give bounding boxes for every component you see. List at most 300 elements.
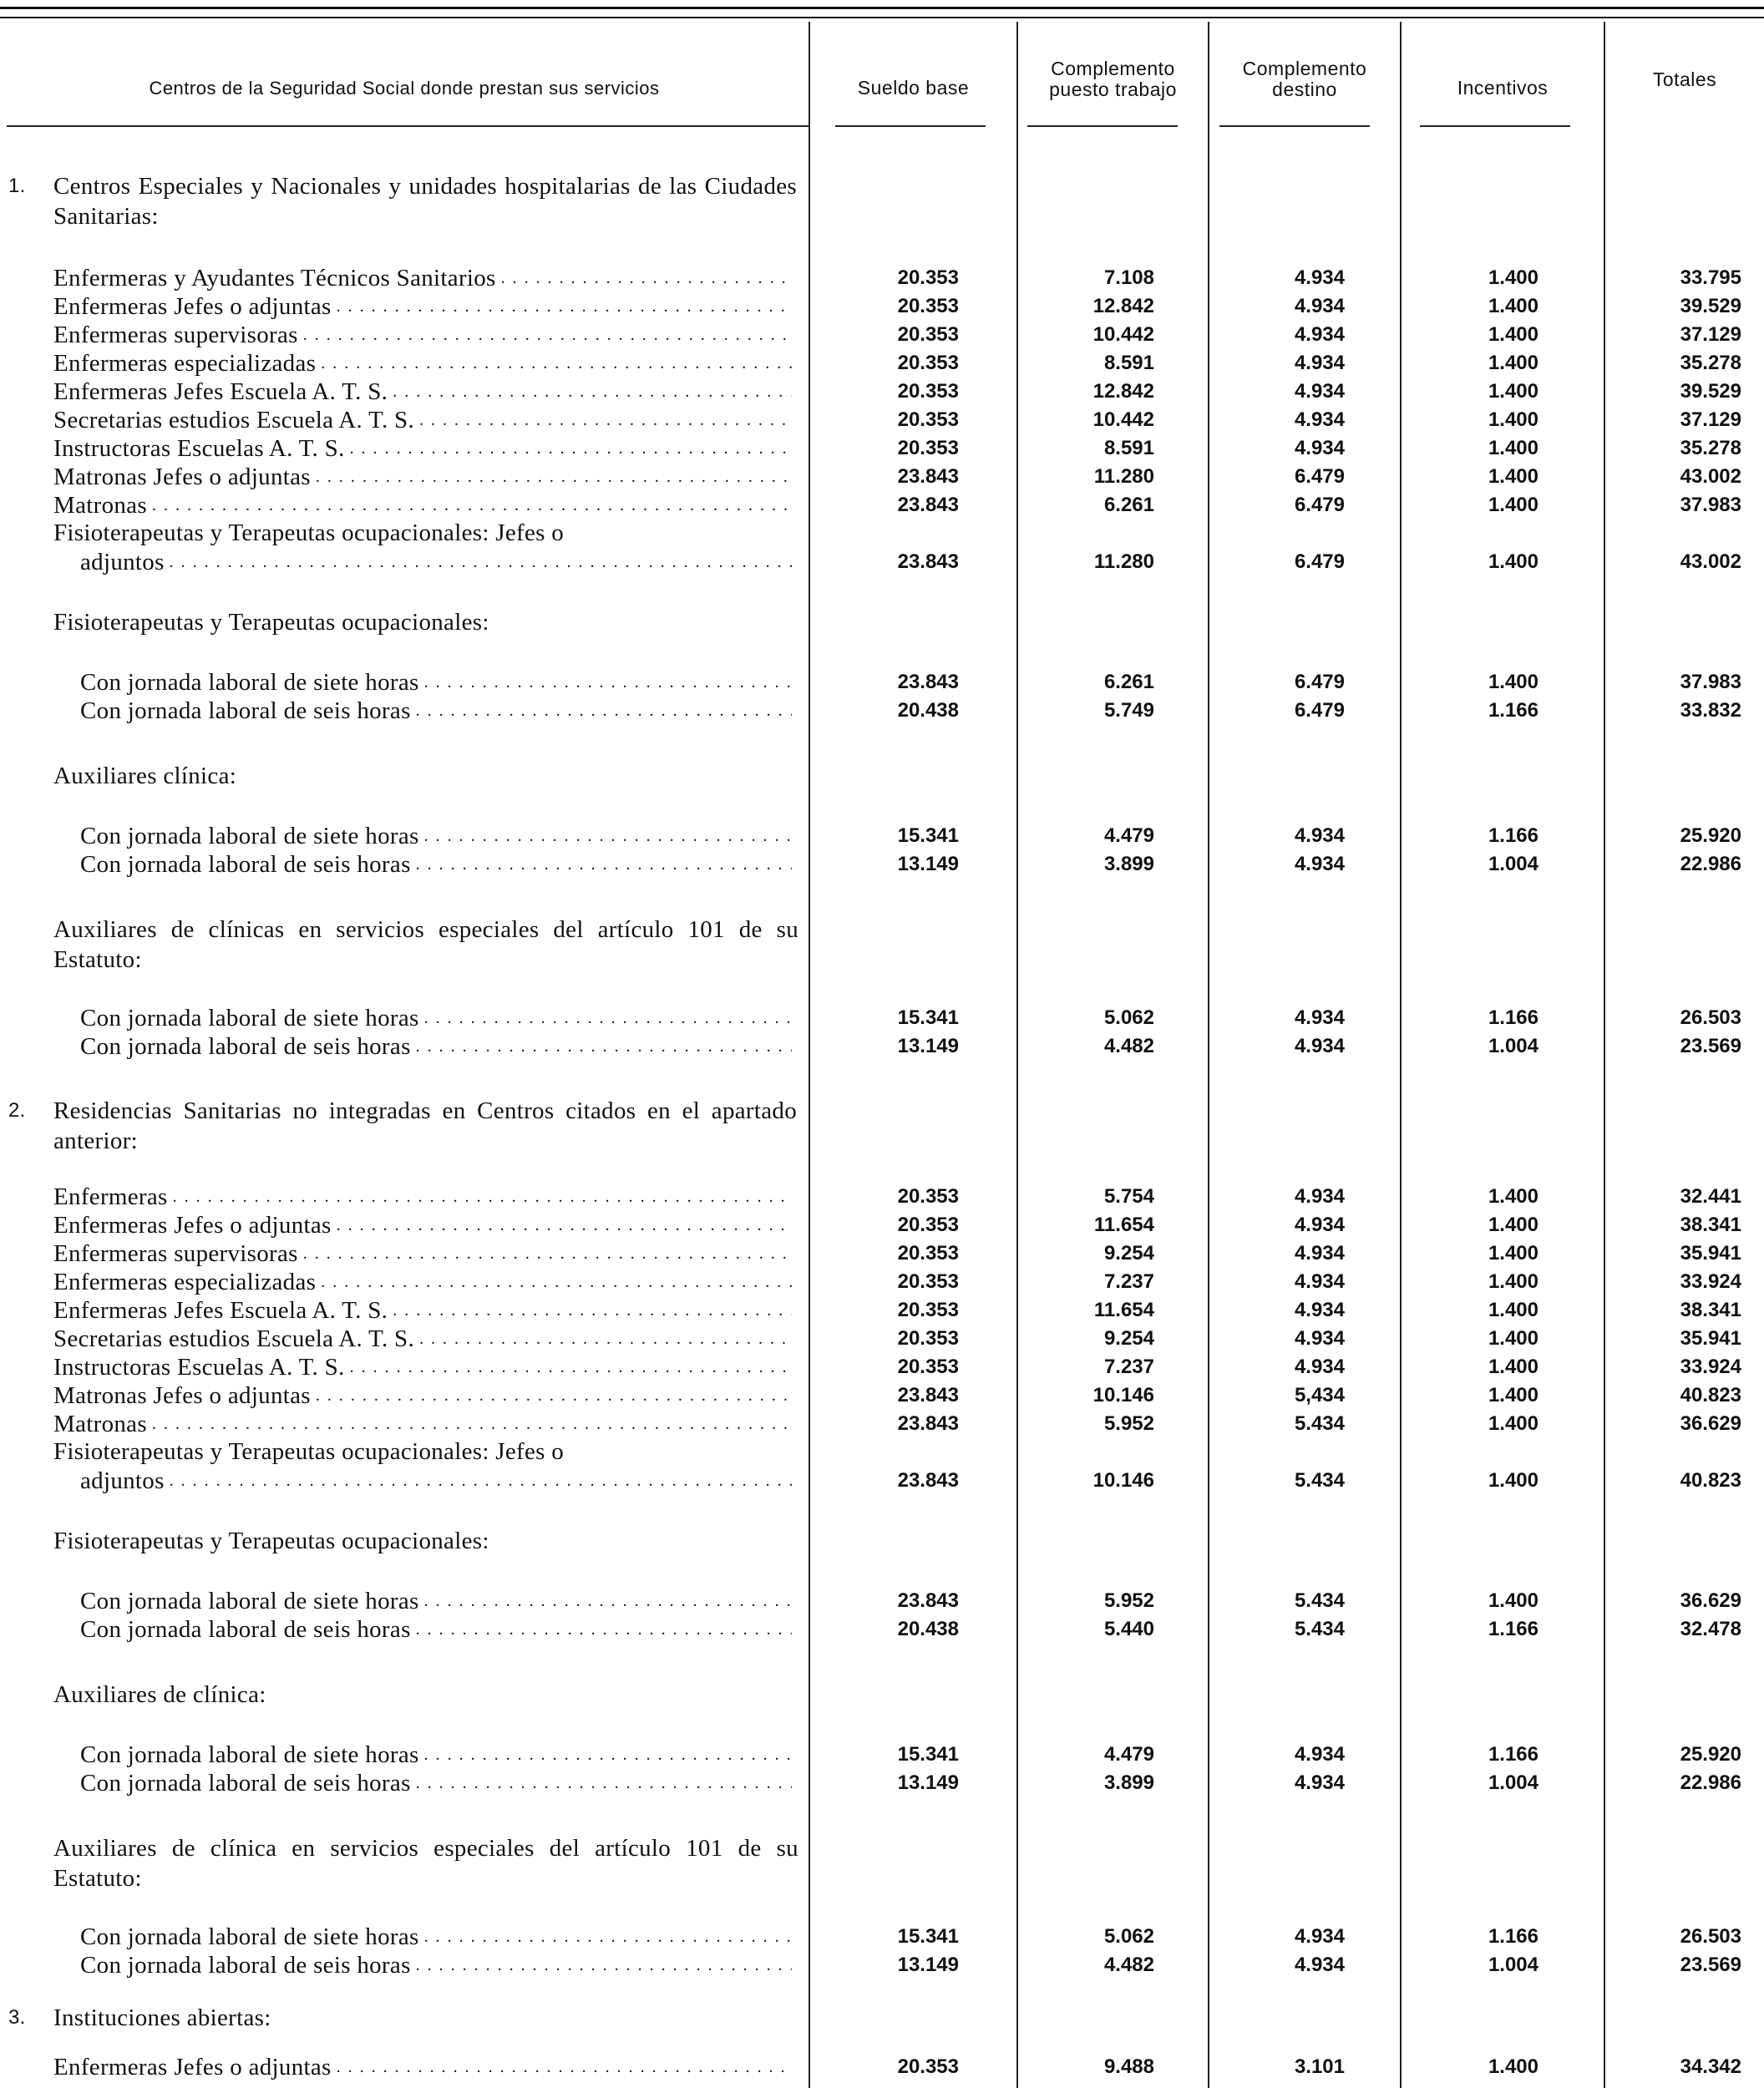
- totales-value: 38.341: [1680, 1214, 1741, 1236]
- complemento-destino-value: 4.934: [1294, 437, 1345, 459]
- row-label: [53, 1239, 792, 1268]
- totales-value: 22.986: [1680, 853, 1741, 875]
- section-number: 1.: [8, 175, 26, 197]
- complemento-destino-value: 4.934: [1294, 1954, 1345, 1976]
- complemento-puesto-value: 10.146: [1092, 1384, 1154, 1406]
- row-label-text: Enfermeras y Ayudantes Técnicos Sanitarios: [53, 265, 496, 291]
- complemento-destino-value: 5.434: [1294, 1618, 1345, 1640]
- totales-value: 23.569: [1680, 1954, 1741, 1976]
- table-row: [0, 548, 1764, 576]
- table-row: [0, 1587, 1764, 1615]
- header-rule: [1420, 125, 1570, 127]
- complemento-destino-value: 3.101: [1294, 2055, 1345, 2078]
- totales-value: 25.920: [1680, 824, 1741, 847]
- leader-dots: [416, 1032, 792, 1061]
- complemento-destino-value: 6.479: [1294, 699, 1345, 722]
- table-row: [0, 1032, 1764, 1061]
- complemento-destino-value: 4.934: [1294, 1270, 1345, 1293]
- table-row: [0, 1741, 1764, 1769]
- row-label-text: Enfermeras supervisoras: [53, 322, 298, 348]
- row-label: [53, 491, 792, 519]
- row-label: [53, 434, 792, 463]
- row-label: [80, 1587, 792, 1615]
- complemento-destino-value: 4.934: [1294, 1327, 1345, 1350]
- row-label: [53, 406, 792, 434]
- totales-value: 23.569: [1680, 1035, 1741, 1057]
- incentivos-value: 1.400: [1488, 465, 1538, 488]
- incentivos-value: 1.400: [1488, 671, 1538, 693]
- row-label-text: Con jornada laboral de seis horas: [80, 1952, 411, 1979]
- sueldo-base-value: 20.353: [897, 1185, 959, 1208]
- incentivos-value: 1.400: [1488, 323, 1538, 346]
- table-row: [0, 1467, 1764, 1495]
- incentivos-value: 1.004: [1488, 1954, 1538, 1976]
- sueldo-base-value: 23.843: [897, 1412, 959, 1435]
- row-label-text: Matronas: [53, 492, 147, 519]
- complemento-puesto-value: 5.754: [1103, 1185, 1154, 1208]
- row-label: [53, 1410, 792, 1438]
- row-label-text: Enfermeras supervisoras: [53, 1240, 298, 1267]
- top-double-rule-inner: [0, 17, 1764, 18]
- row-label: [80, 548, 792, 576]
- table-row: [0, 2053, 1764, 2081]
- header-totales: Totales: [1652, 68, 1717, 90]
- section-number: 2.: [8, 1099, 26, 1122]
- row-label-text: Enfermeras Jefes o adjuntas: [53, 1212, 332, 1239]
- complemento-puesto-value: 8.591: [1103, 437, 1154, 459]
- sueldo-base-value: 13.149: [897, 1035, 959, 1057]
- incentivos-value: 1.004: [1488, 1771, 1538, 1794]
- complemento-destino-value: 4.934: [1294, 1035, 1345, 1057]
- incentivos-value: 1.400: [1488, 2055, 1538, 2078]
- incentivos-value: 1.400: [1488, 1469, 1538, 1492]
- totales-value: 35.941: [1680, 1327, 1741, 1350]
- complemento-puesto-value: 10.442: [1092, 323, 1154, 346]
- table-row: [0, 264, 1764, 292]
- leader-dots: [170, 548, 792, 576]
- leader-dots: [337, 2053, 792, 2081]
- row-label: [80, 1951, 792, 1979]
- section-title: Centros Especiales y Nacionales y unidades hospitalarias de las Ciudades Sanitarias:: [53, 173, 797, 230]
- incentivos-value: 1.400: [1488, 352, 1538, 374]
- row-label-text: Enfermeras Jefes Escuela A. T. S.: [53, 378, 388, 405]
- row-label-text: Con jornada laboral de seis horas: [80, 1033, 411, 1060]
- totales-value: 32.478: [1680, 1618, 1741, 1640]
- row-label-text: Con jornada laboral de seis horas: [80, 1616, 411, 1643]
- complemento-puesto-value: 11.654: [1093, 1299, 1154, 1321]
- sueldo-base-value: 20.353: [897, 408, 959, 431]
- complemento-destino-value: 4.934: [1294, 853, 1345, 875]
- table-row: [0, 1296, 1764, 1325]
- table-row: [0, 1268, 1764, 1296]
- incentivos-value: 1.166: [1488, 1925, 1538, 1948]
- complemento-destino-value: 4.934: [1294, 824, 1345, 847]
- table-row: [0, 1239, 1764, 1268]
- row-label: [80, 697, 792, 725]
- fisio-jefes-label: Fisioterapeutas y Terapeutas ocupacionales: Jefes o: [53, 1438, 565, 1465]
- totales-value: 40.823: [1680, 1469, 1741, 1492]
- incentivos-value: 1.400: [1488, 1589, 1538, 1612]
- complemento-puesto-value: 7.237: [1103, 1270, 1154, 1293]
- sueldo-base-value: 13.149: [897, 1771, 959, 1794]
- row-label: [80, 1741, 792, 1769]
- sueldo-base-value: 23.843: [897, 1469, 959, 1492]
- complemento-destino-value: 4.934: [1294, 1356, 1345, 1378]
- section-title: Instituciones abiertas:: [53, 2004, 271, 2031]
- leader-dots: [173, 1183, 792, 1211]
- complemento-destino-value: 4.934: [1294, 1214, 1345, 1236]
- subgroup-heading: Auxiliares de clínica en servicios especiales del artículo 101 de su Estatuto:: [53, 1835, 798, 1892]
- row-label-text: Secretarias estudios Escuela A. T. S.: [53, 407, 415, 433]
- leader-dots: [416, 697, 792, 725]
- leader-dots: [424, 1004, 792, 1032]
- sueldo-base-value: 23.843: [897, 1384, 959, 1406]
- header-rule: [7, 125, 808, 127]
- table-row: [0, 378, 1764, 406]
- table-row: [0, 697, 1764, 725]
- sueldo-base-value: 20.353: [897, 1242, 959, 1264]
- table-row: [0, 321, 1764, 349]
- complemento-destino-value: 4.934: [1294, 1771, 1345, 1794]
- table-row: [0, 1004, 1764, 1032]
- complemento-destino-value: 6.479: [1294, 671, 1345, 693]
- totales-value: 33.924: [1680, 1356, 1741, 1378]
- sueldo-base-value: 20.353: [897, 323, 959, 346]
- header-rule: [835, 125, 986, 127]
- leader-dots: [419, 1325, 792, 1353]
- row-label-text: Con jornada laboral de seis horas: [80, 851, 411, 878]
- incentivos-value: 1.400: [1488, 380, 1538, 403]
- row-label: [53, 349, 792, 378]
- leader-dots: [424, 1741, 792, 1769]
- complemento-destino-value: 5.434: [1294, 1469, 1345, 1492]
- row-label: [80, 1032, 792, 1061]
- incentivos-value: 1.400: [1488, 1214, 1538, 1236]
- row-label: [53, 1211, 792, 1239]
- sueldo-base-value: 23.843: [897, 671, 959, 693]
- row-label-text: Con jornada laboral de siete horas: [80, 1741, 419, 1768]
- row-label: [53, 463, 792, 491]
- sueldo-base-value: 20.353: [897, 437, 959, 459]
- header-centros: Centros de la Seguridad Social donde prestan sus servicios: [149, 77, 660, 99]
- incentivos-value: 1.400: [1488, 494, 1538, 516]
- totales-value: 37.983: [1680, 494, 1741, 516]
- complemento-puesto-value: 11.654: [1093, 1214, 1154, 1236]
- totales-value: 33.924: [1680, 1270, 1741, 1293]
- sueldo-base-value: 20.438: [897, 699, 959, 722]
- totales-value: 37.129: [1680, 323, 1741, 346]
- table-row: [0, 1769, 1764, 1797]
- row-label: [80, 850, 792, 879]
- row-label-text: Con jornada laboral de seis horas: [80, 697, 411, 724]
- incentivos-value: 1.400: [1488, 1299, 1538, 1321]
- complemento-puesto-value: 11.280: [1093, 550, 1154, 573]
- incentivos-value: 1.400: [1488, 550, 1538, 573]
- totales-value: 39.529: [1680, 380, 1741, 403]
- leader-dots: [393, 1296, 792, 1325]
- sueldo-base-value: 23.843: [897, 494, 959, 516]
- row-label-text: Secretarias estudios Escuela A. T. S.: [53, 1325, 415, 1352]
- table-row: [0, 1615, 1764, 1644]
- table-row: [0, 850, 1764, 879]
- subgroup-heading: Fisioterapeutas y Terapeutas ocupacionales:: [53, 609, 489, 636]
- complemento-destino-value: 4.934: [1294, 1006, 1345, 1029]
- table-row: [0, 463, 1764, 491]
- totales-value: 25.920: [1680, 1743, 1741, 1766]
- totales-value: 37.129: [1680, 408, 1741, 431]
- row-label: [80, 1769, 792, 1797]
- row-label: [80, 1004, 792, 1032]
- table-row: [0, 1381, 1764, 1410]
- complemento-destino-value: 4.934: [1294, 1242, 1345, 1264]
- table-row: [0, 1183, 1764, 1211]
- row-label-text: Enfermeras Jefes Escuela A. T. S.: [53, 1297, 388, 1324]
- table-row: [0, 292, 1764, 321]
- leader-dots: [416, 1615, 792, 1644]
- complemento-puesto-value: 5.440: [1103, 1618, 1154, 1640]
- incentivos-value: 1.400: [1488, 1384, 1538, 1406]
- totales-value: 26.503: [1680, 1006, 1741, 1029]
- complemento-destino-value: 4.934: [1294, 352, 1345, 374]
- leader-dots: [321, 1268, 792, 1296]
- row-label-text: Instructoras Escuelas A. T. S.: [53, 435, 345, 462]
- leader-dots: [501, 264, 792, 292]
- incentivos-value: 1.400: [1488, 1242, 1538, 1264]
- sueldo-base-value: 15.341: [897, 1743, 959, 1766]
- complemento-puesto-value: 6.261: [1103, 671, 1154, 693]
- leader-dots: [316, 1381, 792, 1410]
- row-label: [53, 1381, 792, 1410]
- table-row: [0, 491, 1764, 519]
- complemento-puesto-value: 7.237: [1103, 1356, 1154, 1378]
- row-label-text: Con jornada laboral de siete horas: [80, 669, 419, 696]
- row-label-text: Enfermeras especializadas: [53, 350, 317, 377]
- row-label: [53, 1353, 792, 1381]
- table-row: [0, 349, 1764, 378]
- table-row: [0, 822, 1764, 850]
- sueldo-base-value: 20.353: [897, 1356, 959, 1378]
- sueldo-base-value: 15.341: [897, 1006, 959, 1029]
- leader-dots: [316, 463, 792, 491]
- sueldo-base-value: 20.353: [897, 266, 959, 289]
- header-rule: [1027, 125, 1178, 127]
- sueldo-base-value: 20.353: [897, 1214, 959, 1236]
- complemento-puesto-value: 4.482: [1103, 1954, 1154, 1976]
- subgroup-heading: Auxiliares de clínicas en servicios especiales del artículo 101 de su Estatuto:: [53, 916, 798, 973]
- incentivos-value: 1.166: [1488, 1618, 1538, 1640]
- leader-dots: [337, 1211, 792, 1239]
- complemento-puesto-value: 6.261: [1103, 494, 1154, 516]
- complemento-puesto-value: 5.062: [1103, 1925, 1154, 1948]
- table-row: [0, 406, 1764, 434]
- complemento-puesto-value: 12.842: [1092, 295, 1154, 317]
- subgroup-heading: Auxiliares de clínica:: [53, 1681, 266, 1708]
- header-complemento-destino-text: Complemento destino: [1242, 58, 1367, 100]
- sueldo-base-value: 20.353: [897, 380, 959, 403]
- totales-value: 36.629: [1680, 1412, 1741, 1435]
- complemento-puesto-value: 4.479: [1103, 1743, 1154, 1766]
- row-label: [53, 1325, 792, 1353]
- complemento-destino-value: 6.479: [1294, 494, 1345, 516]
- row-label: [53, 292, 792, 321]
- leader-dots: [393, 378, 792, 406]
- row-label: [53, 1268, 792, 1296]
- sueldo-base-value: 20.353: [897, 295, 959, 317]
- complemento-puesto-value: 5.062: [1103, 1006, 1154, 1029]
- complemento-puesto-value: 8.591: [1103, 352, 1154, 374]
- sueldo-base-value: 20.353: [897, 2055, 959, 2078]
- incentivos-value: 1.166: [1488, 824, 1538, 847]
- complemento-puesto-value: 12.842: [1092, 380, 1154, 403]
- row-label-text: adjuntos: [80, 1467, 165, 1494]
- incentivos-value: 1.400: [1488, 1412, 1538, 1435]
- totales-value: 38.341: [1680, 1299, 1741, 1321]
- row-label-text: Con jornada laboral de seis horas: [80, 1770, 411, 1797]
- header-complemento-destino: [1209, 38, 1400, 121]
- sueldo-base-value: 23.843: [897, 1589, 959, 1612]
- complemento-destino-value: 4.934: [1294, 1743, 1345, 1766]
- table-row: [0, 1410, 1764, 1438]
- complemento-puesto-value: 3.899: [1103, 1771, 1154, 1794]
- sueldo-base-value: 15.341: [897, 1925, 959, 1948]
- sueldo-base-value: 20.353: [897, 1270, 959, 1293]
- row-label-text: Enfermeras Jefes o adjuntas: [53, 293, 332, 320]
- table-row: [0, 1353, 1764, 1381]
- top-double-rule: [0, 7, 1764, 9]
- incentivos-value: 1.400: [1488, 295, 1538, 317]
- incentivos-value: 1.166: [1488, 1006, 1538, 1029]
- row-label-text: Matronas Jefes o adjuntas: [53, 1382, 311, 1409]
- leader-dots: [416, 1951, 792, 1979]
- row-label: [53, 264, 792, 292]
- totales-value: 36.629: [1680, 1589, 1741, 1612]
- incentivos-value: 1.400: [1488, 266, 1538, 289]
- sueldo-base-value: 23.843: [897, 465, 959, 488]
- leader-dots: [424, 1587, 792, 1615]
- sueldo-base-value: 20.438: [897, 1618, 959, 1640]
- totales-value: 22.986: [1680, 1771, 1741, 1794]
- leader-dots: [170, 1467, 792, 1495]
- row-label: [80, 1467, 792, 1495]
- table-row: [0, 1325, 1764, 1353]
- incentivos-value: 1.166: [1488, 1743, 1538, 1766]
- incentivos-value: 1.400: [1488, 437, 1538, 459]
- row-label: [53, 378, 792, 406]
- row-label-text: Instructoras Escuelas A. T. S.: [53, 1354, 345, 1381]
- complemento-destino-value: 4.934: [1294, 1299, 1345, 1321]
- incentivos-value: 1.004: [1488, 1035, 1538, 1057]
- leader-dots: [321, 349, 792, 378]
- leader-dots: [337, 292, 792, 321]
- complemento-destino-value: 4.934: [1294, 408, 1345, 431]
- totales-value: 37.983: [1680, 671, 1741, 693]
- leader-dots: [350, 1353, 792, 1381]
- row-label-text: Matronas Jefes o adjuntas: [53, 464, 311, 490]
- complemento-puesto-value: 5.952: [1103, 1412, 1154, 1435]
- table-row: [0, 1923, 1764, 1951]
- complemento-puesto-value: 4.482: [1103, 1035, 1154, 1057]
- totales-value: 35.278: [1680, 352, 1741, 374]
- sueldo-base-value: 23.843: [897, 550, 959, 573]
- totales-value: 32.441: [1680, 1185, 1741, 1208]
- leader-dots: [152, 1410, 792, 1438]
- header-incentivos: Incentivos: [1457, 76, 1549, 99]
- leader-dots: [424, 668, 792, 697]
- incentivos-value: 1.400: [1488, 1356, 1538, 1378]
- complemento-destino-value: 5.434: [1294, 1589, 1345, 1612]
- header-rule: [1219, 125, 1370, 127]
- totales-value: 43.002: [1680, 550, 1741, 573]
- complemento-puesto-value: 4.479: [1103, 824, 1154, 847]
- totales-value: 40.823: [1680, 1384, 1741, 1406]
- row-label-text: Con jornada laboral de siete horas: [80, 1588, 419, 1614]
- header-complemento-puesto: [1018, 38, 1208, 121]
- complemento-puesto-value: 11.280: [1093, 465, 1154, 488]
- sueldo-base-value: 20.353: [897, 352, 959, 374]
- totales-value: 26.503: [1680, 1925, 1741, 1948]
- incentivos-value: 1.400: [1488, 1185, 1538, 1208]
- complemento-destino-value: 4.934: [1294, 295, 1345, 317]
- table-row: [0, 434, 1764, 463]
- row-label: [53, 1183, 792, 1211]
- incentivos-value: 1.400: [1488, 1270, 1538, 1293]
- complemento-destino-value: 6.479: [1294, 550, 1345, 573]
- sueldo-base-value: 20.353: [897, 1299, 959, 1321]
- leader-dots: [416, 850, 792, 879]
- complemento-puesto-value: 10.442: [1092, 408, 1154, 431]
- leader-dots: [424, 822, 792, 850]
- section-number: 3.: [8, 2006, 26, 2029]
- complemento-puesto-value: 9.488: [1103, 2055, 1154, 2078]
- complemento-destino-value: 6.479: [1294, 465, 1345, 488]
- incentivos-value: 1.004: [1488, 853, 1538, 875]
- complemento-destino-value: 4.934: [1294, 380, 1345, 403]
- complemento-destino-value: 5,434: [1294, 1384, 1345, 1406]
- row-label-text: Matronas: [53, 1411, 147, 1437]
- leader-dots: [152, 491, 792, 519]
- complemento-puesto-value: 5.749: [1103, 699, 1154, 722]
- incentivos-value: 1.400: [1488, 408, 1538, 431]
- row-label: [80, 822, 792, 850]
- totales-value: 43.002: [1680, 465, 1741, 488]
- totales-value: 39.529: [1680, 295, 1741, 317]
- header-sueldo-base: Sueldo base: [857, 76, 970, 99]
- sueldo-base-value: 13.149: [897, 1954, 959, 1976]
- complemento-puesto-value: 9.254: [1103, 1242, 1154, 1264]
- row-label: [80, 668, 792, 697]
- header-complemento-puesto-text: Complemento puesto trabajo: [1049, 58, 1177, 100]
- complemento-destino-value: 4.934: [1294, 323, 1345, 346]
- row-label: [53, 2053, 792, 2081]
- complemento-destino-value: 4.934: [1294, 1185, 1345, 1208]
- row-label-text: Enfermeras especializadas: [53, 1269, 317, 1295]
- subgroup-heading: Fisioterapeutas y Terapeutas ocupacionales:: [53, 1528, 489, 1554]
- totales-value: 33.795: [1680, 266, 1741, 289]
- section-title: Residencias Sanitarias no integradas en Centros citados en el apartado anterior:: [53, 1097, 797, 1154]
- row-label: [53, 321, 792, 349]
- complemento-puesto-value: 10.146: [1092, 1469, 1154, 1492]
- row-label-text: Enfermeras: [53, 1183, 168, 1210]
- incentivos-value: 1.166: [1488, 699, 1538, 722]
- row-label: [53, 1296, 792, 1325]
- complemento-destino-value: 4.934: [1294, 266, 1345, 289]
- leader-dots: [419, 406, 792, 434]
- row-label-text: adjuntos: [80, 549, 165, 575]
- row-label-text: Enfermeras Jefes o adjuntas: [53, 2054, 332, 2080]
- incentivos-value: 1.400: [1488, 1327, 1538, 1350]
- totales-value: 35.278: [1680, 437, 1741, 459]
- complemento-puesto-value: 3.899: [1103, 853, 1154, 875]
